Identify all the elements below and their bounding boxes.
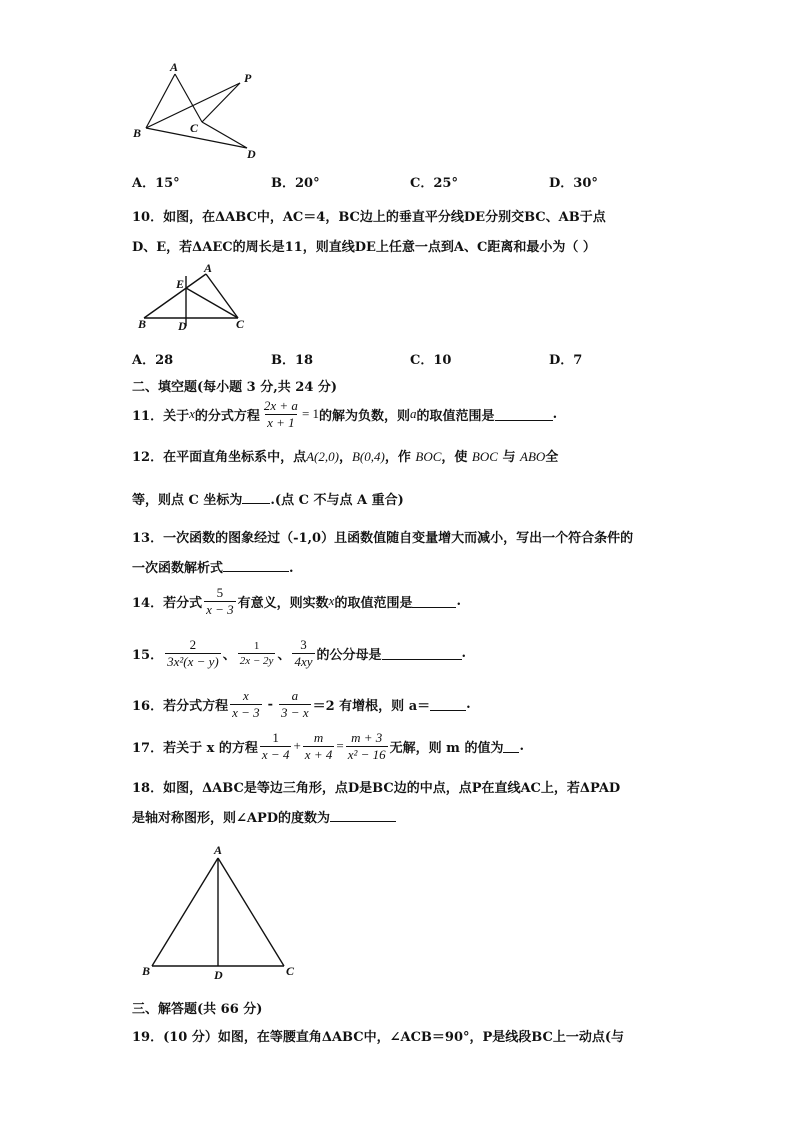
fig9-label-a: A bbox=[170, 60, 179, 74]
q11: 11．关于 x 的分式方程 $\frac{2x + a}{x + 1}$ = 1 的解为负数，则 a 的取值范围是 . bbox=[132, 397, 558, 430]
q9-option-d: D．30° bbox=[549, 176, 598, 191]
q17: 17．若关于 x 的方程 $\frac{1}{x - 4}$ + $\frac{m}{x + 4}$ = $\frac{m + 3}{\text{x² − 16}}$ 无解，则 m 的值为 . bbox=[132, 729, 524, 762]
q12-line1: 12．在平面直角坐标系中，点A(2,0)，B(0,4)，作 BOC，使 BOC 与 ABO全 bbox=[132, 449, 559, 465]
q11-fraction: $\frac{2x + a}{x + 1}$ bbox=[263, 397, 298, 430]
q15-fraction-2: $\frac{1}{2x - 2y}$ bbox=[239, 639, 274, 667]
q15: 15． $\frac{2}{\text{3x²(x − y)}}$ 、 $\frac{1}{2x - 2y}$ 、 $\frac{3}{4xy}$ 的公分母是 . bbox=[132, 636, 467, 669]
q10-line2: D、E，若ΔAEC的周长是11，则直线DE上任意一点到A、C距离和最小为（ ） bbox=[132, 240, 596, 255]
q17-fraction-1: $\frac{1}{x - 4}$ bbox=[261, 729, 290, 762]
fig9-label-p: P bbox=[244, 71, 252, 85]
fig10-label-c: C bbox=[236, 317, 245, 331]
q15-fraction-1: $\frac{2}{\text{3x²(x − y)}}$ bbox=[167, 636, 219, 669]
figure-q10 bbox=[134, 262, 254, 334]
q13-line2: 一次函数解析式 . bbox=[132, 561, 294, 576]
q9-option-c: C．25° bbox=[410, 176, 458, 191]
q13-answer-blank[interactable] bbox=[223, 559, 289, 572]
q18-line2: 是轴对称图形，则∠APD的度数为 bbox=[132, 807, 396, 826]
q12-line2: 等，则点 C 坐标为 .(点 C 不与点 A 重合) bbox=[132, 493, 404, 508]
q10-line1: 10．如图，在ΔABC中，AC＝4，BC边上的垂直平分线DE分别交BC、AB于点 bbox=[132, 210, 606, 225]
q10-option-a: A．28 bbox=[132, 353, 174, 368]
q17-answer-blank[interactable] bbox=[503, 740, 519, 753]
fig9-label-d: D bbox=[247, 147, 256, 161]
fig18-label-c: C bbox=[286, 964, 295, 978]
q16-fraction-2: $\frac{a}{3 - x}$ bbox=[281, 687, 309, 720]
q11-answer-blank[interactable] bbox=[495, 408, 553, 421]
q9-option-b: B．20° bbox=[271, 176, 320, 191]
figure-q9 bbox=[130, 60, 270, 165]
q10-options bbox=[132, 349, 692, 369]
q10-option-d: D．7 bbox=[549, 353, 583, 368]
q16: 16．若分式方程 $\frac{x}{x - 3}$ - $\frac{a}{3 - x}$ ＝2 有增根，则 a＝ . bbox=[132, 687, 471, 720]
q9-options bbox=[132, 172, 692, 192]
fig18-label-b: B bbox=[142, 964, 151, 978]
q9-option-a: A．15° bbox=[132, 176, 180, 191]
q13-line1: 13．一次函数的图象经过（-1,0）且函数值随自变量增大而减小，写出一个符合条件的 bbox=[132, 531, 634, 546]
q14-answer-blank[interactable] bbox=[412, 595, 456, 608]
q15-answer-blank[interactable] bbox=[382, 647, 462, 660]
figure-q18 bbox=[138, 842, 308, 982]
q17-fraction-2: $\frac{m}{x + 4}$ bbox=[304, 729, 333, 762]
q10-option-c: C．10 bbox=[410, 353, 452, 368]
q15-fraction-3: $\frac{3}{4xy}$ bbox=[294, 636, 313, 669]
q16-fraction-1: $\frac{x}{x - 3}$ bbox=[232, 687, 260, 720]
q19-line1: 19．(10 分）如图，在等腰直角ΔABC中，∠ACB＝90°，P是线段BC上一动点(与 bbox=[132, 1030, 625, 1045]
q16-answer-blank[interactable] bbox=[430, 698, 466, 711]
q14: 14．若分式 $\frac{5}{x - 3}$ 有意义，则实数 x 的取值范围是 . bbox=[132, 584, 461, 617]
fig10-label-e: E bbox=[176, 277, 185, 291]
q18-answer-blank[interactable] bbox=[330, 809, 396, 822]
q12-answer-blank[interactable] bbox=[242, 491, 270, 504]
section3-title: 三、解答题(共 66 分) bbox=[132, 1002, 263, 1017]
fig18-label-a: A bbox=[214, 843, 223, 857]
fig10-label-d: D bbox=[178, 319, 187, 333]
fig10-label-a: A bbox=[204, 262, 213, 275]
q14-fraction: $\frac{5}{x - 3}$ bbox=[206, 584, 234, 617]
fig18-label-d: D bbox=[214, 968, 223, 982]
q10-option-b: B．18 bbox=[271, 353, 314, 368]
fig10-label-b: B bbox=[138, 317, 147, 331]
q18-line1: 18．如图，ΔABC是等边三角形，点D是BC边的中点，点P在直线AC上，若ΔPAD bbox=[132, 781, 621, 796]
q17-fraction-3: $\frac{m + 3}{\text{x² − 16}}$ bbox=[347, 729, 386, 762]
fig9-label-b: B bbox=[133, 126, 142, 140]
section2-title: 二、填空题(每小题 3 分,共 24 分) bbox=[132, 380, 338, 395]
fig9-label-c: C bbox=[190, 121, 199, 135]
